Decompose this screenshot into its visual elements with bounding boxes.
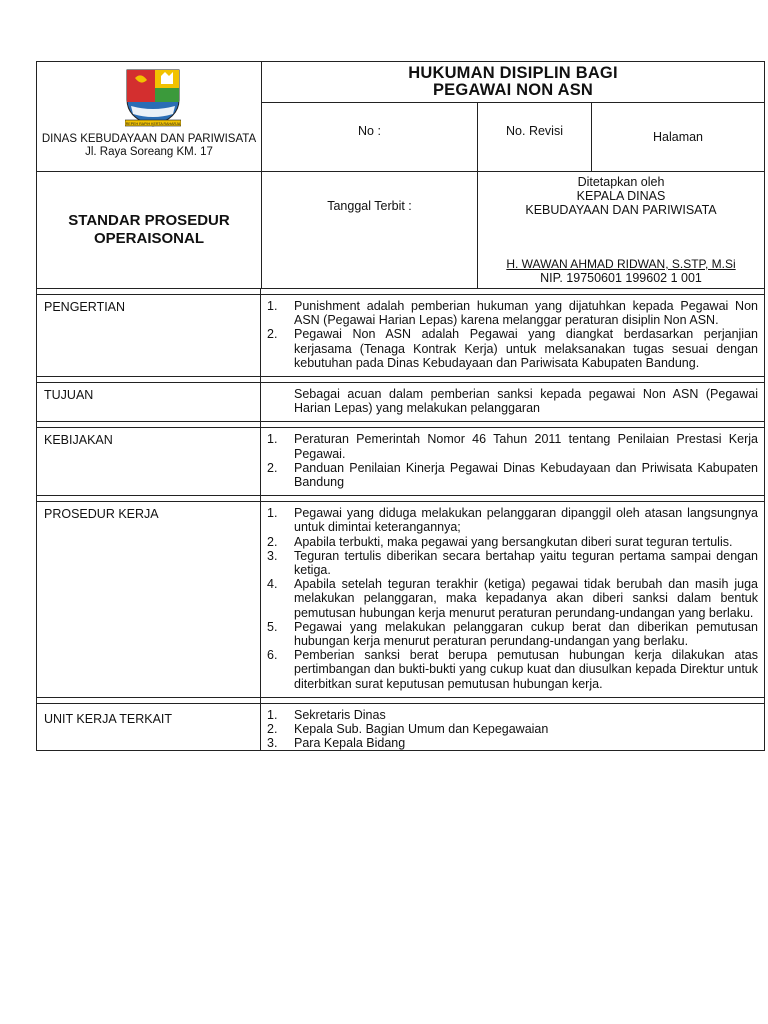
list-item bbox=[267, 736, 758, 750]
item-text: Apabila terbukti, maka pegawai yang bersangkutan diberi surat teguran tertulis. bbox=[294, 534, 733, 549]
page-label: Halaman bbox=[652, 130, 704, 144]
item-number: 4. bbox=[267, 577, 278, 592]
list-item bbox=[267, 549, 758, 577]
item-number: 1. bbox=[267, 707, 278, 722]
item-number: 3. bbox=[267, 548, 278, 563]
list-item bbox=[267, 506, 758, 534]
revision-number-label: No. Revisi bbox=[506, 124, 563, 138]
org-name: DINAS KEBUDAYAAN DAN PARIWISATA bbox=[41, 133, 257, 145]
document-header bbox=[36, 61, 765, 289]
item-text: Punishment adalah pemberian hukuman yang dijatuhkan kepada Pegawai Non ASN (Pegawai Harian Lepas) karena melanggar peraturan disiplin Non ASN. bbox=[294, 299, 758, 328]
section-body bbox=[261, 502, 764, 697]
document-title-line1: HUKUMAN DISIPLIN BAGI bbox=[408, 64, 618, 82]
item-number: 5. bbox=[267, 619, 278, 634]
item-number: 2. bbox=[267, 327, 278, 342]
head-title-line2: KEBUDAYAAN DAN PARIWISATA bbox=[525, 203, 717, 217]
section-body bbox=[261, 428, 764, 495]
sop-document bbox=[36, 61, 765, 751]
section-tujuan bbox=[36, 382, 765, 422]
list-item bbox=[267, 327, 758, 370]
item-text: Apabila setelah teguran terakhir (ketiga) pegawai tidak berubah dan masih juga melakukan pelanggaran, maka kepadanya akan diberi sanksi dalam bentuk pemutusan hubungan kerja menurut peraturan perundang-undangan yang berlaku. bbox=[294, 577, 758, 620]
logo-motto: REPEH RAPIH KERTA RAHARJA bbox=[125, 121, 181, 126]
head-title-line1: KEPALA DINAS bbox=[576, 189, 666, 203]
document-number-label: No : bbox=[358, 124, 381, 138]
list-item bbox=[267, 708, 758, 722]
item-text: Sekretaris Dinas bbox=[294, 707, 386, 722]
item-text: Pegawai yang melakukan pelanggaran cukup berat dan diberikan pemutusan hubungan kerja menurut peraturan perundang-undangan yang berlaku. bbox=[294, 619, 758, 649]
document-title-line2: PEGAWAI NON ASN bbox=[432, 81, 594, 99]
item-number: 6. bbox=[267, 648, 278, 663]
item-text: Para Kepala Bidang bbox=[294, 736, 406, 751]
section-prosedur-kerja bbox=[36, 501, 765, 698]
list-item bbox=[267, 648, 758, 691]
sop-title-line1: STANDAR PROSEDUR bbox=[68, 212, 230, 229]
kabupaten-bandung-logo bbox=[125, 66, 181, 128]
list-item bbox=[267, 577, 758, 620]
list-item bbox=[267, 461, 758, 489]
section-label: KEBIJAKAN bbox=[37, 428, 261, 495]
list-item bbox=[267, 722, 758, 736]
section-kebijakan bbox=[36, 427, 765, 496]
item-text: Pemberian sanksi berat berupa pemutusan hubungan kerja dilakukan atas pertimbangan dan bukti-bukti yang cukup kuat dan diusulkan kepada Direktur untuk diterbitkan surat keputusan pemutusan hubungan kerja. bbox=[294, 648, 758, 691]
sop-title-line2: OPERAISONAL bbox=[93, 230, 204, 247]
section-pengertian bbox=[36, 294, 765, 377]
item-number: 3. bbox=[267, 736, 278, 751]
item-text: Peraturan Pemerintah Nomor 46 Tahun 2011 tentang Penilaian Prestasi Kerja Pegawai. bbox=[294, 432, 758, 461]
section-label: UNIT KERJA TERKAIT bbox=[37, 704, 261, 751]
item-text: Pegawai yang diduga melakukan pelanggaran dipanggil oleh atasan langsungnya untuk dimintai keterangannya; bbox=[294, 506, 758, 535]
section-body bbox=[261, 704, 764, 751]
list-item bbox=[267, 299, 758, 327]
item-number: 2. bbox=[267, 460, 278, 475]
item-number: 1. bbox=[267, 432, 278, 447]
section-body bbox=[261, 383, 764, 421]
list-item bbox=[267, 432, 758, 460]
official-nip: NIP. 19750601 199602 1 001 bbox=[540, 271, 702, 285]
section-label: PENGERTIAN bbox=[37, 295, 261, 376]
item-number: 1. bbox=[267, 506, 278, 521]
item-text: Teguran tertulis diberikan secara bertahap yaitu teguran pertama sampai dengan ketiga. bbox=[294, 548, 758, 578]
official-name: H. WAWAN AHMAD RIDWAN, S.STP, M.Si bbox=[506, 257, 736, 271]
section-label: TUJUAN bbox=[37, 383, 261, 421]
list-item bbox=[267, 535, 758, 549]
section-text: Sebagai acuan dalam pemberian sanksi kepada pegawai Non ASN (Pegawai Harian Lepas) yang melakukan pelanggaran bbox=[294, 387, 758, 416]
item-number: 1. bbox=[267, 299, 278, 313]
section-label: PROSEDUR KERJA bbox=[37, 502, 261, 697]
item-text: Panduan Penilaian Kinerja Pegawai Dinas Kebudayaan dan Priwisata Kabupaten Bandung bbox=[294, 460, 758, 490]
section-unit-kerja-terkait bbox=[36, 703, 765, 752]
section-body bbox=[261, 295, 764, 376]
item-text: Pegawai Non ASN adalah Pegawai yang diangkat berdasarkan perjanjian kerjasama (Tenaga Kontrak Kerja) untuk melaksanakan tugas sesuai dengan kebutuhan pada Dinas Kebudayaan dan Pariwisata Kabupaten Bandung. bbox=[294, 327, 758, 370]
list-item bbox=[267, 620, 758, 648]
item-number: 2. bbox=[267, 722, 278, 737]
item-text: Kepala Sub. Bagian Umum dan Kepegawaian bbox=[294, 722, 549, 737]
item-number: 2. bbox=[267, 534, 278, 549]
org-address: Jl. Raya Soreang KM. 17 bbox=[85, 146, 213, 158]
issue-date-label: Tanggal Terbit : bbox=[327, 199, 412, 213]
approved-by-label: Ditetapkan oleh bbox=[577, 175, 665, 189]
